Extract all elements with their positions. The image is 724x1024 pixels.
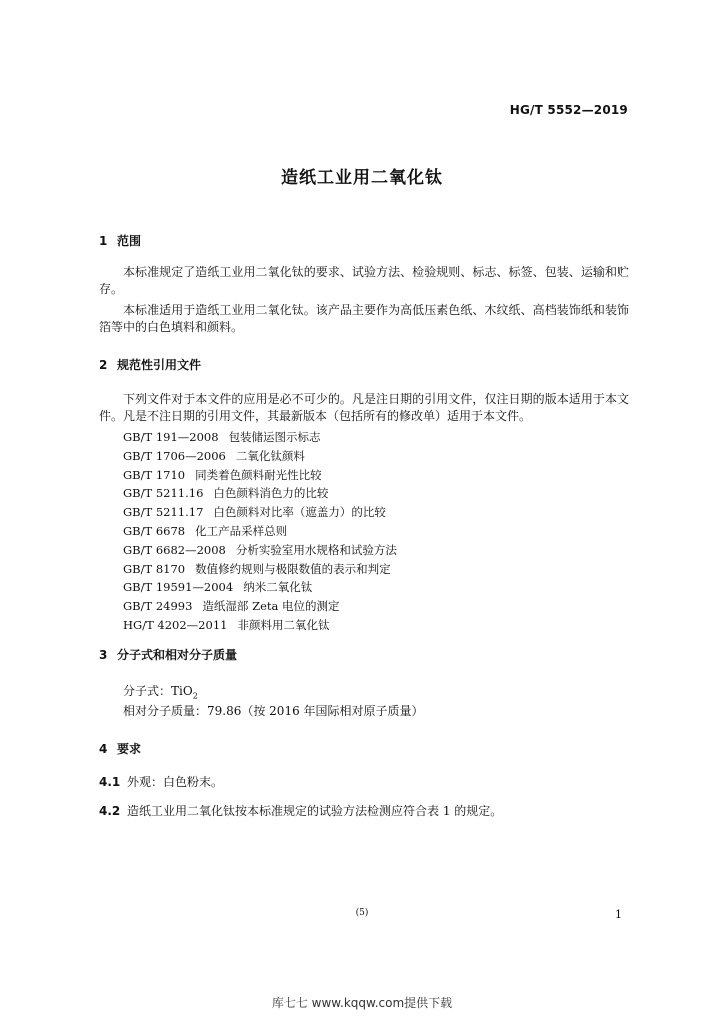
reference-list xyxy=(123,428,397,635)
clause-text: 外观：白色粉末。 xyxy=(127,775,224,789)
page-number: 1 xyxy=(615,908,622,921)
reference-code: GB/T 6682—2008 xyxy=(123,542,226,557)
standard-code: HG/T 5552—2019 xyxy=(509,103,628,117)
reference-name: 白色颜料消色力的比较 xyxy=(213,486,329,501)
section-number: 4 xyxy=(99,742,108,756)
reference-name: 包装储运图示标志 xyxy=(228,430,321,444)
section-title: 要求 xyxy=(117,742,142,756)
section-heading-scope xyxy=(99,232,141,249)
section-heading-references xyxy=(99,356,201,373)
reference-code: GB/T 24993 xyxy=(123,599,193,614)
reference-code: GB/T 8170 xyxy=(123,561,186,576)
section-number: 3 xyxy=(99,648,108,662)
reference-item xyxy=(123,466,397,485)
footer-center-mark: (5) xyxy=(355,908,369,918)
reference-code: GB/T 191—2008 xyxy=(123,430,219,444)
reference-name: 纳米二氧化钛 xyxy=(243,580,313,595)
reference-item xyxy=(123,503,397,522)
clause-number: 4.1 xyxy=(99,775,121,789)
reference-item xyxy=(123,578,397,597)
section-title: 规范性引用文件 xyxy=(117,358,202,372)
reference-code: GB/T 5211.16 xyxy=(123,486,204,501)
reference-item xyxy=(123,447,397,466)
reference-name: 数值修约规则与极限数值的表示和判定 xyxy=(195,561,391,576)
reference-code: GB/T 6678 xyxy=(123,523,186,538)
formula-subscript: 2 xyxy=(192,691,198,701)
reference-item xyxy=(123,484,397,503)
clause-4-1 xyxy=(99,773,223,790)
document-title: 造纸工业用二氧化钛 xyxy=(281,168,443,188)
scope-paragraph-2: 本标准适用于造纸工业用二氧化钛。该产品主要作为高低压素色纸、木纹纸、高档装饰纸和装饰箔等中的白色填料和颜料。 xyxy=(99,303,629,334)
section-heading-formula xyxy=(99,646,237,663)
reference-item xyxy=(123,541,397,560)
reference-name: 白色颜料对比率（遮盖力）的比较 xyxy=(213,505,386,520)
download-watermark: 库七七 www.kqqw.com提供下载 xyxy=(271,996,453,1010)
reference-name: 化工产品采样总则 xyxy=(195,523,288,538)
section-title: 范围 xyxy=(117,234,142,248)
molecular-formula-line xyxy=(123,682,198,700)
reference-code: GB/T 5211.17 xyxy=(123,505,204,520)
formula-main: TiO xyxy=(171,684,193,698)
section-number: 2 xyxy=(99,358,108,372)
section-number: 1 xyxy=(99,234,108,248)
reference-code: GB/T 1706—2006 xyxy=(123,448,226,463)
reference-item xyxy=(123,560,397,579)
reference-name: 同类着色颜料耐光性比较 xyxy=(195,467,322,482)
reference-name: 造纸湿部 Zeta 电位的测定 xyxy=(202,599,340,614)
formula-label: 分子式： xyxy=(123,684,172,698)
reference-name: 分析实验室用水规格和试验方法 xyxy=(235,542,397,557)
scope-paragraph-1: 本标准规定了造纸工业用二氧化钛的要求、试验方法、检验规则、标志、标签、包装、运输和贮存。 xyxy=(99,265,629,296)
reference-item xyxy=(123,597,397,616)
clause-text: 造纸工业用二氧化钛按本标准规定的试验方法检测应符合表 1 的规定。 xyxy=(127,804,503,818)
reference-code: GB/T 19591—2004 xyxy=(123,580,234,595)
reference-item xyxy=(123,522,397,541)
reference-name: 二氧化钛颜料 xyxy=(235,448,305,463)
section-heading-requirements xyxy=(99,740,141,757)
section-title: 分子式和相对分子质量 xyxy=(117,648,238,662)
molecular-mass-line: 相对分子质量：79.86（按 2016 年国际相对原子质量） xyxy=(123,704,424,718)
reference-name: 非颜料用二氧化钛 xyxy=(237,617,330,632)
reference-code: HG/T 4202—2011 xyxy=(123,617,228,632)
clause-4-2 xyxy=(99,802,502,819)
reference-code: GB/T 1710 xyxy=(123,467,186,482)
references-intro: 下列文件对于本文件的应用是必不可少的。凡是注日期的引用文件，仅注日期的版本适用于本文件。凡是不注日期的引用文件，其最新版本（包括所有的修改单）适用于本文件。 xyxy=(99,392,629,423)
reference-item xyxy=(123,616,397,635)
clause-number: 4.2 xyxy=(99,804,121,818)
reference-item xyxy=(123,428,397,447)
